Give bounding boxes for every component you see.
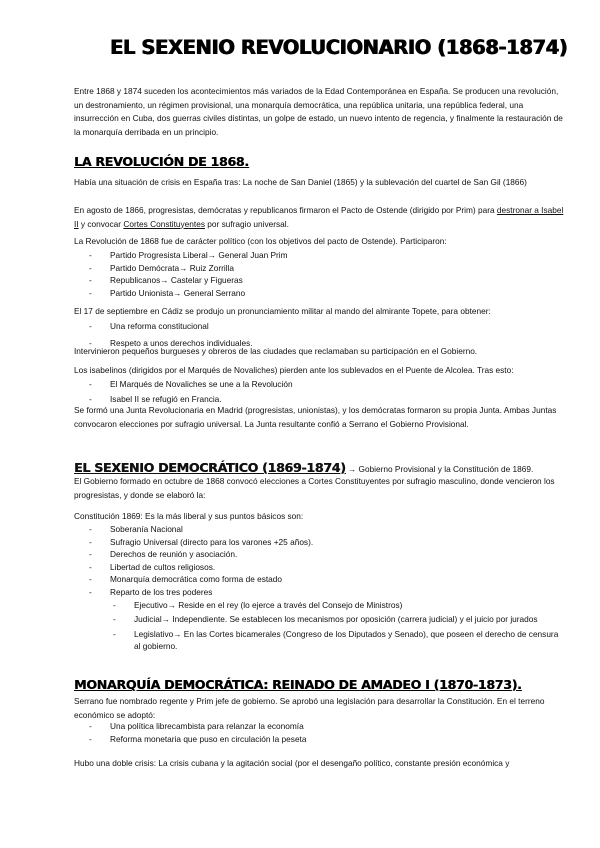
ostende-text-a: En agosto de 1866, progresistas, demócratas y republicanos firmaron el Pacto de Ostende (dirigido por Prim) para bbox=[74, 205, 497, 215]
intro-paragraph: Entre 1868 y 1874 suceden los acontecimientos más variados de la Edad Contemporánea en España. Se producen una revolución, un destronamiento, un régimen provisional, una monarquía democrática, una república unitaria, una república federal, una insurrección en Cuba, dos guerras civiles distintas, un golpe de estado, un nuevo intento de regencia, y finalmente la restauración de la monarquía derribada en un principio. bbox=[74, 86, 563, 137]
list-item: - El Marqués de Novaliches se une a la Revolución bbox=[84, 378, 564, 391]
list-item: - Partido Demócrata→ Ruiz Zorrilla bbox=[84, 262, 564, 275]
list-item: - Ejecutivo→ Reside en el rey (lo ejerce a través del Consejo de Ministros) bbox=[84, 599, 564, 612]
ostende-underline-1: destronar a Isabel II bbox=[74, 205, 564, 229]
list-item: - Judicial→ Independiente. Se establecen los mecanismos por oposición (carrera judicial) y el juicio por jurados bbox=[84, 613, 564, 626]
ostende-paragraph bbox=[74, 204, 566, 231]
crisis-paragraph: Había una situación de crisis en España tras: La noche de San Daniel (1865) y la sublevación del cuartel de San Gil (1866) bbox=[74, 177, 527, 187]
crisis-double-paragraph: Hubo una doble crisis: La crisis cubana y la agitación social (por el desengaño político, constante presión económica y bbox=[74, 758, 510, 768]
list-item: - Reparto de los tres poderes bbox=[84, 586, 564, 599]
document-title: EL SEXENIO REVOLUCIONARIO (1868-1874) bbox=[110, 36, 568, 59]
ostende-text-c: por sufragio universal. bbox=[204, 218, 289, 229]
section-heading-amadeo: MONARQUÍA DEMOCRÁTICA: REINADO DE AMADEO I (1870-1873). bbox=[74, 677, 522, 692]
bourgeois-paragraph: Intervinieron pequeños burgueses y obreros de las ciudades que reclamaban su participación en el Gobierno. bbox=[74, 346, 478, 356]
list-item: - Partido Progresista Liberal→ General Juan Prim bbox=[84, 249, 564, 262]
list-item: - Respeto a unos derechos individuales. bbox=[84, 337, 564, 350]
list-item: - Partido Unionista→ General Serrano bbox=[84, 287, 564, 300]
list-item: - Libertad de cultos religiosos. bbox=[84, 561, 564, 574]
elections-paragraph: El Gobierno formado en octubre de 1868 convocó elecciones a Cortes Constituyentes por sufragio masculino, donde vencieron los progresistas, y donde se elaboró la: bbox=[74, 476, 555, 500]
sexenio-heading-tail: → Gobierno Provisional y la Constitución de 1869. bbox=[345, 464, 534, 474]
after-list bbox=[84, 378, 564, 405]
list-item: - Soberanía Nacional bbox=[84, 523, 564, 536]
list-item: - Una reforma constitucional bbox=[84, 320, 564, 333]
economy-list bbox=[84, 720, 564, 745]
list-item: - Derechos de reunión y asociación. bbox=[84, 548, 564, 561]
list-item: - Una política librecambista para relanzar la economía bbox=[84, 720, 564, 733]
isabelinos-paragraph: Los isabelinos (dirigidos por el Marqués de Novaliches) pierden ante los sublevados en el Puente de Alcolea. Tras esto: bbox=[74, 365, 514, 375]
junta-paragraph: Se formó una Junta Revolucionaria en Madrid (progresistas, unionistas), y los demócratas formaron su propia Junta. Ambas Juntas convocaron elecciones por sufragio universal. La Junta resultante confió a Serrano el Gobierno Provisional. bbox=[74, 405, 557, 429]
list-item: - Isabel II se refugió en Francia. bbox=[84, 393, 564, 406]
revolution-paragraph: La Revolución de 1868 fue de carácter político (con los objetivos del pacto de Ostende). Participaron: bbox=[74, 236, 447, 246]
list-item: - Sufragio Universal (directo para los varones +25 años). bbox=[84, 536, 564, 549]
list-item: - Reforma monetaria que puso en circulación la peseta bbox=[84, 733, 564, 746]
list-item: - Republicanos→ Castelar y Figueras bbox=[84, 274, 564, 287]
list-item: - Monarquía democrática como forma de estado bbox=[84, 573, 564, 586]
parties-list bbox=[84, 249, 564, 299]
section-heading-revolucion: LA REVOLUCIÓN DE 1868. bbox=[74, 154, 249, 169]
constitution-points-list bbox=[84, 523, 564, 653]
sexenio-heading-text: EL SEXENIO DEMOCRÁTICO (1869-1874) bbox=[74, 460, 346, 475]
cadiz-paragraph: El 17 de septiembre en Cádiz se produjo un pronunciamiento militar al mando del almirante Topete, para obtener: bbox=[74, 306, 491, 316]
regent-paragraph: Serrano fue nombrado regente y Prim jefe de gobierno. Se aprobó una legislación para desarrollar la Constitución. En el terreno económico se adoptó: bbox=[74, 696, 545, 720]
ostende-text-b: y convocar bbox=[78, 218, 124, 229]
constitution-paragraph: Constitución 1869: Es la más liberal y sus puntos básicos son: bbox=[74, 511, 304, 521]
ostende-underline-2: Cortes Constituyentes bbox=[123, 218, 205, 229]
list-item: - Legislativo→ En las Cortes bicamerales (Congreso de los Diputados y Senado), que poseen el derecho de censura al gobierno. bbox=[84, 628, 564, 653]
